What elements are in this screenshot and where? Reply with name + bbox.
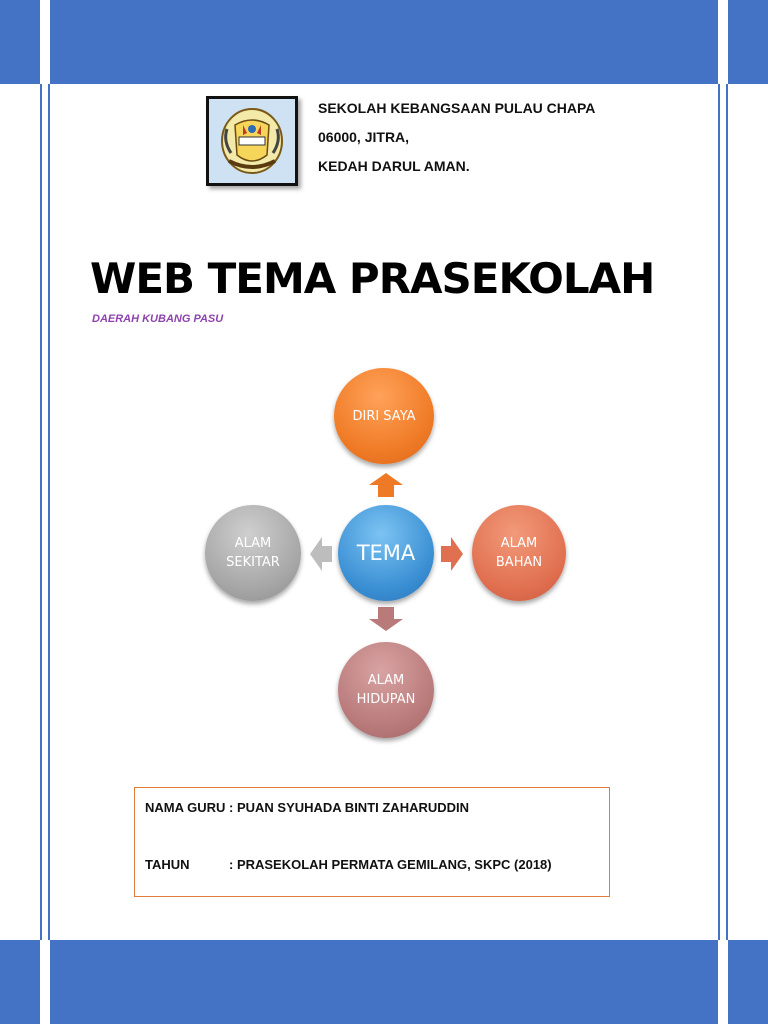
school-postcode: 06000, JITRA,	[318, 129, 410, 145]
node-alam-sekitar	[205, 505, 301, 601]
frame-line	[718, 84, 720, 940]
year-label: TAHUN	[145, 857, 190, 872]
arrow-left-icon	[310, 537, 332, 571]
info-box	[134, 787, 610, 897]
year-value: : PRASEKOLAH PERMATA GEMILANG, SKPC (2018)	[229, 857, 552, 872]
node-label: ALAM SEKITAR	[226, 536, 280, 570]
frame-top-band	[50, 0, 718, 84]
node-alam-bahan	[472, 505, 566, 601]
node-label: DIRI SAYA	[352, 408, 416, 424]
school-address	[318, 98, 595, 185]
frame-bottom-band	[50, 940, 718, 1024]
node-label: ALAM HIDUPAN	[356, 673, 416, 707]
school-logo	[206, 96, 298, 186]
node-alam-hidupan	[338, 642, 434, 738]
node-label: TEMA	[356, 540, 416, 565]
frame-bottom-right	[728, 940, 768, 1024]
school-state: KEDAH DARUL AMAN.	[318, 158, 470, 174]
frame-line	[48, 84, 50, 940]
page-subtitle: DAERAH KUBANG PASU	[92, 313, 224, 325]
page-title: WEB TEMA PRASEKOLAH	[90, 254, 655, 303]
year-row	[145, 857, 552, 872]
arrow-up-icon	[369, 473, 403, 497]
node-tema	[338, 505, 434, 601]
arrow-down-icon	[369, 607, 403, 631]
frame-bottom-left	[0, 940, 40, 1024]
frame-line	[726, 84, 728, 940]
school-name: SEKOLAH KEBANGSAAN PULAU CHAPA	[318, 100, 596, 116]
school-crest-icon	[209, 99, 295, 183]
frame-line	[40, 84, 42, 940]
frame-top-right	[728, 0, 768, 84]
node-label: ALAM BAHAN	[495, 536, 543, 570]
arrow-right-icon	[441, 537, 463, 571]
node-diri-saya	[334, 368, 434, 464]
teacher-name: NAMA GURU : PUAN SYUHADA BINTI ZAHARUDDIN	[145, 800, 470, 815]
frame-top-left	[0, 0, 40, 84]
